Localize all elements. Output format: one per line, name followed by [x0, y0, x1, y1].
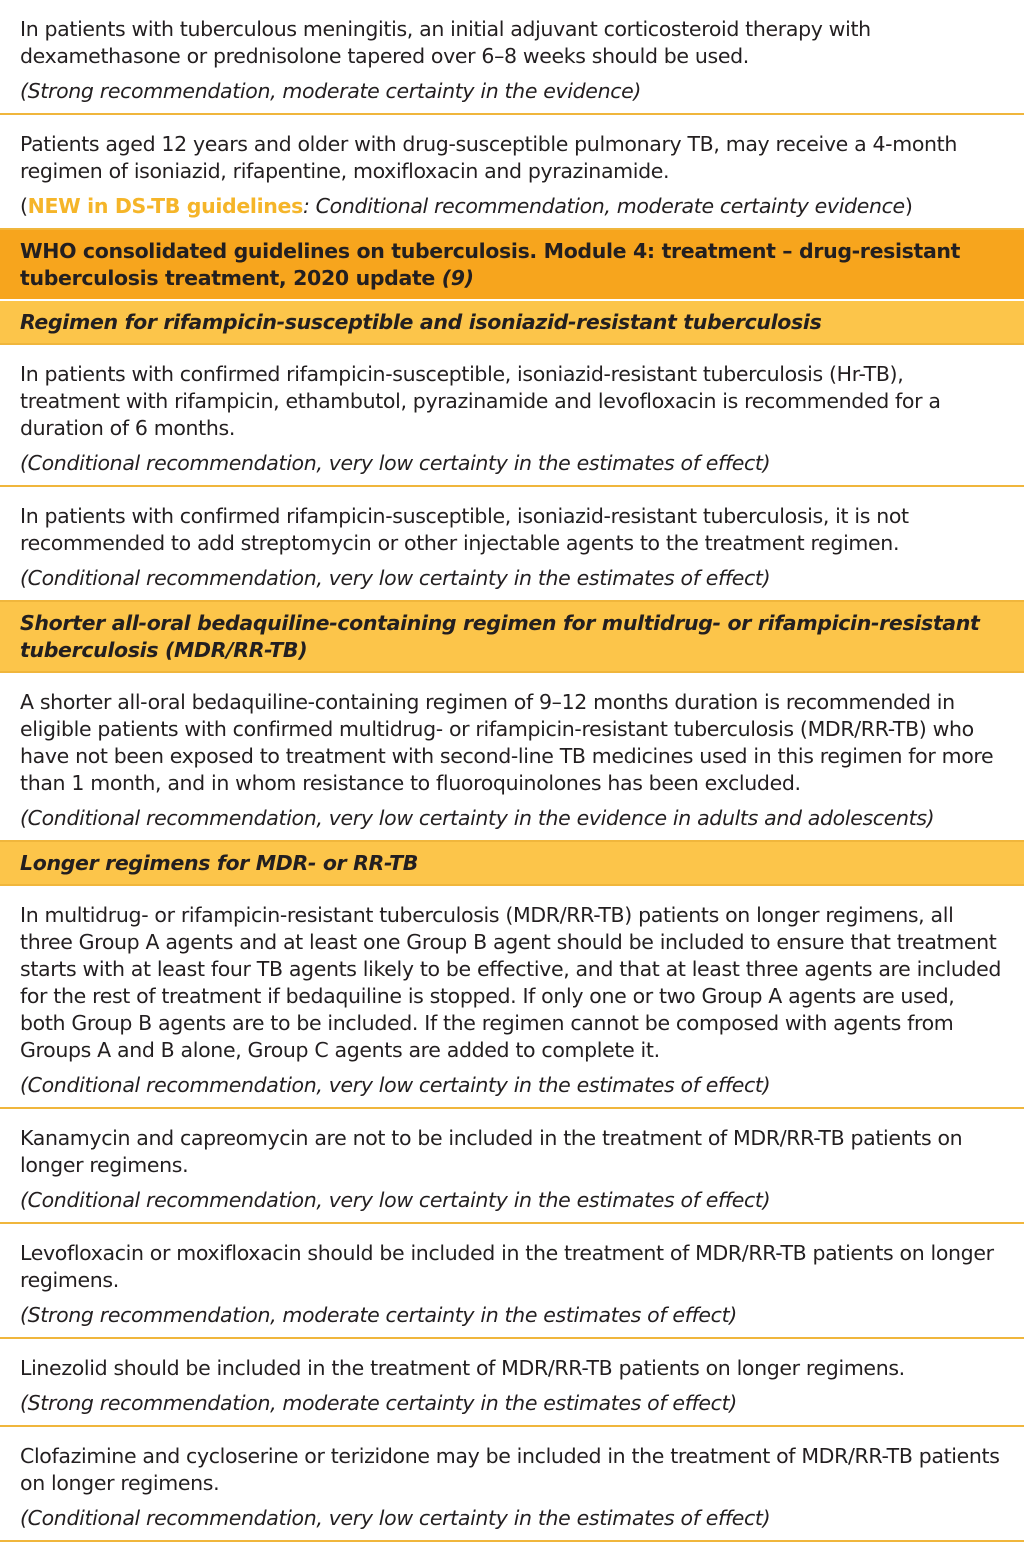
- recommendation-row: [0, 115, 1024, 230]
- new-guideline-tag: NEW in DS-TB guidelines: [27, 194, 303, 218]
- recommendation-text: Kanamycin and capreomycin are not to be included in the treatment of MDR/RR-TB patients on longer regimens.: [20, 1126, 963, 1177]
- recommendation-text: In patients with tuberculous meningitis, an initial adjuvant corticosteroid therapy with dexamethasone or prednisolone tapered over 6–8 weeks should be used.: [20, 17, 871, 68]
- recommendation-row: [0, 886, 1024, 1109]
- section-header-reference: (9): [441, 266, 474, 290]
- recommendation-strength: (Conditional recommendation, very low certainty in the estimates of effect): [20, 451, 771, 475]
- note-body: : Conditional recommendation, moderate certainty evidence: [302, 194, 905, 218]
- subsection-header-hr-tb: Regimen for rifampicin-susceptible and isoniazid-resistant tuberculosis: [0, 301, 1024, 345]
- recommendation-text: Patients aged 12 years and older with drug-susceptible pulmonary TB, may receive a 4-month regimen of isoniazid, rifapentine, moxifloxacin and pyrazinamide.: [20, 132, 958, 183]
- note-close-paren: ): [904, 194, 913, 218]
- recommendation-row: [0, 487, 1024, 602]
- recommendation-strength: (Conditional recommendation, very low certainty in the estimates of effect): [20, 1506, 771, 1530]
- recommendation-strength: [20, 193, 1004, 220]
- subsection-header-longer-regimens: Longer regimens for MDR- or RR-TB: [0, 842, 1024, 886]
- recommendation-row: [0, 673, 1024, 842]
- recommendation-strength: (Strong recommendation, moderate certainty in the estimates of effect): [20, 1391, 737, 1415]
- recommendation-strength: (Strong recommendation, moderate certainty in the estimates of effect): [20, 1303, 737, 1327]
- subsection-header-shorter-regimen: Shorter all-oral bedaquiline-containing regimen for multidrug- or rifampicin-resistant tuberculosis (MDR/RR-TB): [0, 602, 1024, 673]
- recommendation-strength: (Conditional recommendation, very low certainty in the estimates of effect): [20, 1188, 771, 1212]
- recommendation-row: [0, 1109, 1024, 1224]
- recommendation-row: [0, 345, 1024, 487]
- recommendation-row: [0, 1339, 1024, 1427]
- recommendation-row: [0, 1224, 1024, 1339]
- recommendation-strength: (Conditional recommendation, very low certainty in the estimates of effect): [20, 566, 771, 590]
- recommendation-text: Levofloxacin or moxifloxacin should be included in the treatment of MDR/RR-TB patients on longer regimens.: [20, 1241, 994, 1292]
- section-header-module4: [0, 230, 1024, 301]
- recommendation-strength: (Conditional recommendation, very low certainty in the evidence in adults and adolescents): [20, 806, 935, 830]
- recommendation-row: [0, 1427, 1024, 1542]
- section-header-title: WHO consolidated guidelines on tuberculosis. Module 4: treatment – drug-resistant tuberculosis treatment, 2020 update: [20, 239, 961, 290]
- recommendation-text: Clofazimine and cycloserine or terizidone may be included in the treatment of MDR/RR-TB patients on longer regimens.: [20, 1444, 1000, 1495]
- recommendation-text: A shorter all-oral bedaquiline-containing regimen of 9–12 months duration is recommended in eligible patients with confirmed multidrug- or rifampicin-resistant tuberculosis (MDR/RR-TB) who have not been exposed to treatment with second-line TB medicines used in this regimen for more than 1 month, and in whom resistance to fluoroquinolones has been excluded.: [20, 690, 994, 795]
- recommendation-row: [0, 0, 1024, 115]
- recommendation-strength: (Conditional recommendation, very low certainty in the estimates of effect): [20, 1073, 771, 1097]
- recommendation-text: In patients with confirmed rifampicin-susceptible, isoniazid-resistant tuberculosis, it is not recommended to add streptomycin or other injectable agents to the treatment regimen.: [20, 504, 909, 555]
- recommendation-text: Linezolid should be included in the treatment of MDR/RR-TB patients on longer regimens.: [20, 1356, 905, 1380]
- recommendation-strength: (Strong recommendation, moderate certainty in the evidence): [20, 79, 642, 103]
- recommendation-text: In multidrug- or rifampicin-resistant tuberculosis (MDR/RR-TB) patients on longer regimens, all three Group A agents and at least one Group B agent should be included to ensure that treatment starts with at least four TB agents likely to be effective, and that at least three agents are included for the rest of treatment if bedaquiline is stopped. If only one or two Group A agents are used, both Group B agents are to be included. If the regimen cannot be composed with agents from Groups A and B alone, Group C agents are added to complete it.: [20, 903, 1002, 1062]
- recommendation-text: In patients with confirmed rifampicin-susceptible, isoniazid-resistant tuberculosis (Hr-TB), treatment with rifampicin, ethambutol, pyrazinamide and levofloxacin is recommended for a duration of 6 months.: [20, 362, 941, 440]
- note-open-paren: (: [20, 194, 28, 218]
